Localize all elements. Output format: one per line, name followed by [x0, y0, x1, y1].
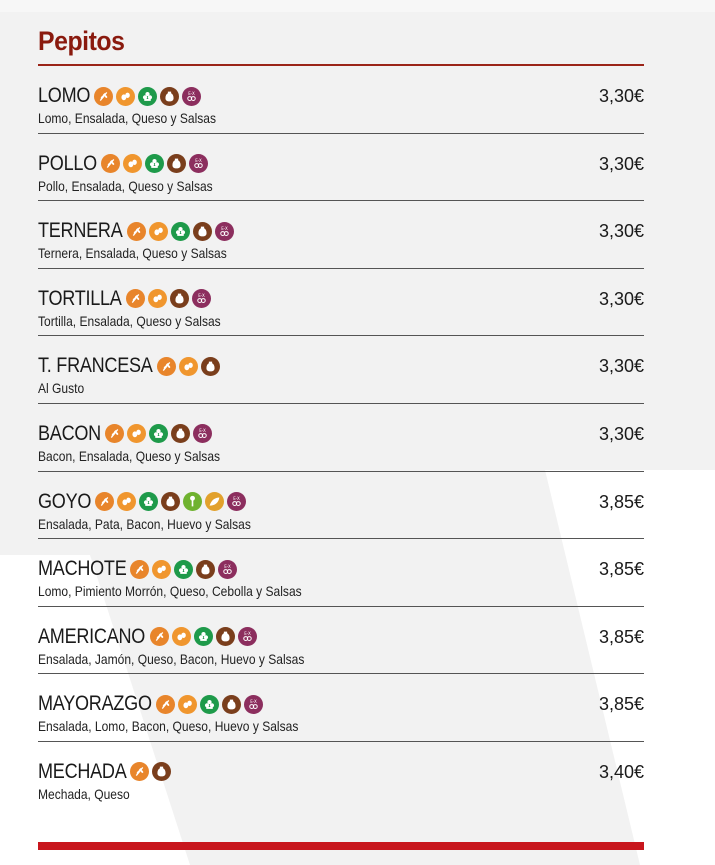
svg-text:E-X: E-X	[199, 428, 206, 434]
item-description: Ensalada, Jamón, Queso, Bacon, Huevo y Salsas	[38, 650, 305, 667]
allergen-icons	[95, 492, 246, 511]
milk-icon	[145, 154, 164, 173]
sulfite-icon	[189, 154, 208, 173]
menu-item	[38, 269, 644, 337]
menu-item	[38, 201, 644, 269]
svg-text:E-X: E-X	[233, 495, 240, 501]
item-price: 3,85€	[598, 626, 644, 647]
gluten-icon	[150, 627, 169, 646]
item-header	[38, 557, 237, 581]
item-price: 3,30€	[598, 221, 644, 242]
item-price: 3,30€	[598, 288, 644, 309]
allergen-icons	[130, 762, 171, 781]
item-header	[38, 422, 212, 446]
item-description: Ensalada, Lomo, Bacon, Queso, Huevo y Salsas	[38, 718, 299, 735]
svg-text:E-X: E-X	[243, 631, 251, 637]
item-price: 3,85€	[598, 559, 644, 580]
item-header	[38, 692, 263, 716]
soy-icon	[205, 492, 224, 511]
menu-item	[38, 404, 644, 472]
item-header	[38, 760, 171, 784]
sulfite-icon	[193, 424, 212, 443]
mustard-icon	[171, 424, 190, 443]
gluten-icon	[126, 289, 145, 308]
mustard-icon	[216, 627, 235, 646]
svg-text:E-X: E-X	[220, 225, 228, 231]
item-header	[38, 490, 246, 514]
item-header	[38, 287, 211, 311]
item-price: 3,40€	[598, 761, 644, 782]
menu-item	[38, 134, 644, 202]
item-price: 3,30€	[598, 423, 644, 444]
item-description: Ternera, Ensalada, Queso y Salsas	[38, 245, 227, 262]
item-description: Ensalada, Pata, Bacon, Huevo y Salsas	[38, 515, 251, 532]
item-name: MACHOTE	[38, 557, 127, 581]
svg-text:E-X: E-X	[250, 698, 257, 704]
item-description: Mechada, Queso	[38, 785, 130, 802]
allergen-icons	[127, 222, 234, 241]
menu-item	[38, 66, 644, 134]
mustard-icon	[161, 492, 180, 511]
gluten-icon	[156, 695, 175, 714]
item-name: MECHADA	[38, 759, 127, 783]
gluten-icon	[105, 424, 124, 443]
item-header	[38, 219, 234, 243]
allergen-icons	[150, 627, 257, 646]
allergen-icons	[126, 289, 211, 308]
gluten-icon	[127, 222, 146, 241]
allergen-icons	[101, 154, 208, 173]
egg-icon	[178, 695, 197, 714]
mustard-icon	[193, 222, 212, 241]
celery-icon	[183, 492, 202, 511]
egg-icon	[127, 424, 146, 443]
egg-icon	[123, 154, 142, 173]
milk-icon	[138, 87, 157, 106]
allergen-icons	[156, 695, 263, 714]
gluten-icon	[130, 762, 149, 781]
item-name: LOMO	[38, 84, 91, 107]
item-price: 3,30€	[598, 86, 644, 106]
egg-icon	[148, 289, 167, 308]
item-description: Tortilla, Ensalada, Queso y Salsas	[38, 312, 221, 329]
svg-text:E-X: E-X	[194, 157, 202, 163]
gluten-icon	[157, 357, 176, 376]
gluten-icon	[94, 87, 113, 106]
gluten-icon	[95, 492, 114, 511]
sulfite-icon	[192, 289, 211, 308]
egg-icon	[179, 357, 198, 376]
gluten-icon	[130, 560, 149, 579]
item-price: 3,85€	[598, 491, 644, 512]
egg-icon	[172, 627, 191, 646]
gluten-icon	[101, 154, 120, 173]
menu-item	[38, 539, 644, 607]
item-price: 3,85€	[598, 694, 644, 715]
item-price: 3,30€	[598, 356, 644, 377]
mustard-icon	[160, 87, 179, 106]
item-name: TERNERA	[38, 219, 123, 243]
svg-text:E-X: E-X	[188, 90, 195, 96]
mustard-icon	[167, 154, 186, 173]
sulfite-icon	[238, 627, 257, 646]
menu-section	[38, 22, 644, 810]
milk-icon	[149, 424, 168, 443]
sulfite-icon	[227, 492, 246, 511]
menu-items-list	[38, 66, 644, 810]
bottom-bar	[38, 842, 644, 850]
allergen-icons	[105, 424, 212, 443]
milk-icon	[174, 560, 193, 579]
allergen-icons	[157, 357, 220, 376]
menu-item	[38, 674, 644, 742]
egg-icon	[152, 560, 171, 579]
item-name: GOYO	[38, 489, 92, 513]
item-description: Pollo, Ensalada, Queso y Salsas	[38, 177, 213, 194]
item-description: Lomo, Pimiento Morrón, Queso, Cebolla y Salsas	[38, 583, 302, 600]
mustard-icon	[170, 289, 189, 308]
svg-text:E-X: E-X	[224, 563, 232, 569]
egg-icon	[116, 87, 135, 106]
item-header	[38, 354, 220, 378]
egg-icon	[117, 492, 136, 511]
mustard-icon	[201, 357, 220, 376]
svg-text:E-X: E-X	[198, 293, 205, 299]
mustard-icon	[196, 560, 215, 579]
milk-icon	[200, 695, 219, 714]
item-name: POLLO	[38, 151, 97, 175]
milk-icon	[194, 627, 213, 646]
egg-icon	[149, 222, 168, 241]
sulfite-icon	[215, 222, 234, 241]
item-name: TORTILLA	[38, 286, 122, 310]
sulfite-icon	[182, 87, 201, 106]
section-title: Pepitos	[38, 26, 125, 56]
milk-icon	[139, 492, 158, 511]
sulfite-icon	[218, 560, 237, 579]
item-name: BACON	[38, 421, 101, 445]
mustard-icon	[222, 695, 241, 714]
sulfite-icon	[244, 695, 263, 714]
menu-item	[38, 336, 644, 404]
allergen-icons	[130, 560, 237, 579]
milk-icon	[171, 222, 190, 241]
item-description: Bacon, Ensalada, Queso y Salsas	[38, 447, 221, 464]
menu-item	[38, 472, 644, 540]
item-description: Al Gusto	[38, 380, 85, 397]
item-description: Lomo, Ensalada, Queso y Salsas	[38, 110, 217, 126]
item-name: MAYORAZGO	[38, 692, 152, 716]
item-price: 3,30€	[598, 153, 644, 174]
mustard-icon	[152, 762, 171, 781]
menu-item	[38, 742, 644, 810]
menu-item	[38, 607, 644, 675]
item-header	[38, 84, 201, 108]
item-header	[38, 625, 257, 649]
allergen-icons	[94, 87, 201, 106]
item-name: T. FRANCESA	[38, 354, 153, 378]
item-name: AMERICANO	[38, 624, 146, 648]
item-header	[38, 152, 208, 176]
